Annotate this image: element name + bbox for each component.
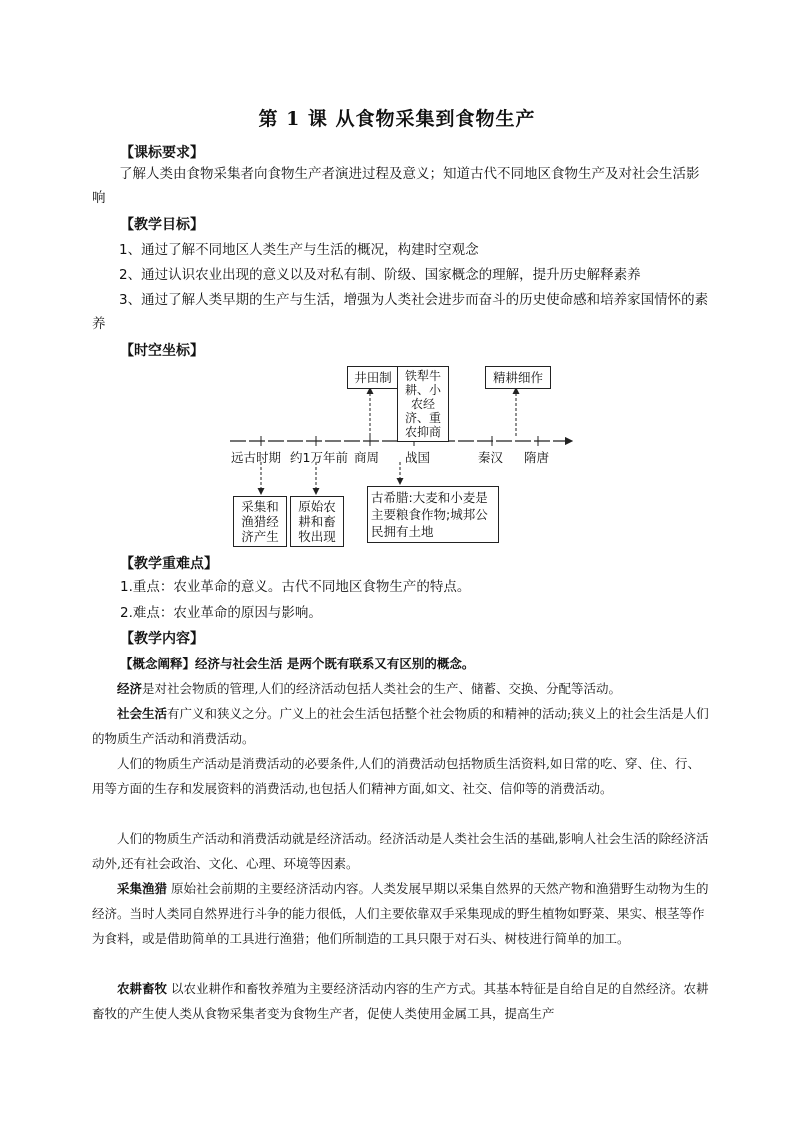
timeline-heading: 【时空坐标】 <box>120 343 204 359</box>
farming-text: 以农业耕作和畜牧养殖为主要经济活动内容的生产方式。其基本特征是自给自足的自然经济。农耕畜牧的产生使人类从食物采集者变为食物生产者，促使人类使用金属工具，提高生产 <box>92 981 709 1021</box>
label-shangzhou: 商周 <box>354 450 380 465</box>
consumption-paragraph: 人们的物质生产活动是消费活动的必要条件,人们的消费活动包括物质生活资料,如日常的吃、穿、住、行、用等方面的生存和发展资料的消费活动,也包括人们精神方面,如文、社交、信仰等的消费活动。 <box>92 756 700 796</box>
label-suitang: 隋唐 <box>524 450 550 465</box>
box-zhanguo: 铁犁牛耕、小农经济、重农抑商 <box>397 366 449 442</box>
box-jingtian: 井田制 <box>347 366 399 389</box>
content-heading: 【教学内容】 <box>120 631 204 647</box>
label-qinhan: 秦汉 <box>478 450 504 465</box>
economy-paragraph <box>92 676 712 701</box>
concept-label: 【概念阐释】 <box>120 656 196 671</box>
box-jinggeng: 精耕细作 <box>485 366 551 389</box>
keypoint-text: 1.重点：农业革命的意义。古代不同地区食物生产的特点。 <box>120 579 471 595</box>
label-yuangu: 远古时期 <box>231 450 282 465</box>
farming-paragraph <box>92 976 712 1026</box>
label-yiwan: 约1万年前 <box>290 450 348 465</box>
box-caiji: 采集和渔猎经济产生 <box>233 496 287 547</box>
gathering-term: 采集渔猎 <box>117 881 168 896</box>
concept-line <box>120 651 720 676</box>
page-title: 第 1 课 从食物采集到食物生产 <box>258 108 536 130</box>
difficulty-text: 2.难点：农业革命的原因与影响。 <box>120 605 322 621</box>
goal-item-1: 1、通过了解不同地区人类生产与生活的概况，构建时空观念 <box>119 242 479 258</box>
box-yuanshi: 原始农耕和畜牧出现 <box>290 496 344 547</box>
economic-activity-paragraph: 人们的物质生产活动和消费活动就是经济活动。经济活动是人类社会生活的基础,影响人社会生活的除经济活动外,还有社会政治、文化、心理、环境等因素。 <box>92 831 709 871</box>
economy-term: 经济 <box>117 681 143 696</box>
goal-item-2: 2、通过认识农业出现的意义以及对私有制、阶级、国家概念的理解，提升历史解释素养 <box>119 267 641 283</box>
social-term: 社会生活 <box>117 706 168 721</box>
standard-heading: 【课标要求】 <box>120 145 204 161</box>
farming-term: 农耕畜牧 <box>117 981 168 996</box>
goal-item-3: 3、通过了解人类早期的生产与生活，增强为人类社会进步而奋斗的历史使命感和培养家国情怀的素养 <box>92 292 709 332</box>
social-paragraph <box>92 701 712 751</box>
concept-text: 经济与社会生活 是两个既有联系又有区别的概念。 <box>195 656 475 671</box>
label-zhanguo: 战国 <box>405 450 431 465</box>
timeline-lines <box>0 0 794 560</box>
box-greece: 古希腊:大麦和小麦是主要粮食作物;城邦公民拥有土地 <box>367 486 499 543</box>
standard-text: 了解人类由食物采集者向食物生产者演进过程及意义；知道古代不同地区食物生产及对社会生活影响 <box>92 166 700 206</box>
keypoints-heading: 【教学重难点】 <box>120 556 218 572</box>
gathering-text: 原始社会前期的主要经济活动内容。人类发展早期以采集自然界的天然产物和渔猎野生动物为生的经济。当时人类同自然界进行斗争的能力很低，人们主要依靠双手采集现成的野生植物如野菜、果实、根茎等作为食料，或是借助简单的工具进行渔猎；他们所制造的工具只限于对石头、树枝进行简单的加工。 <box>92 881 709 946</box>
gathering-paragraph <box>92 876 712 951</box>
economy-text: 是对社会物质的管理,人们的经济活动包括人类社会的生产、储蓄、交换、分配等活动。 <box>142 681 621 696</box>
goals-heading: 【教学目标】 <box>120 217 204 233</box>
social-text: 有广义和狭义之分。广义上的社会生活包括整个社会物质的和精神的活动;狭义上的社会生活是人们的物质生产活动和消费活动。 <box>92 706 709 746</box>
